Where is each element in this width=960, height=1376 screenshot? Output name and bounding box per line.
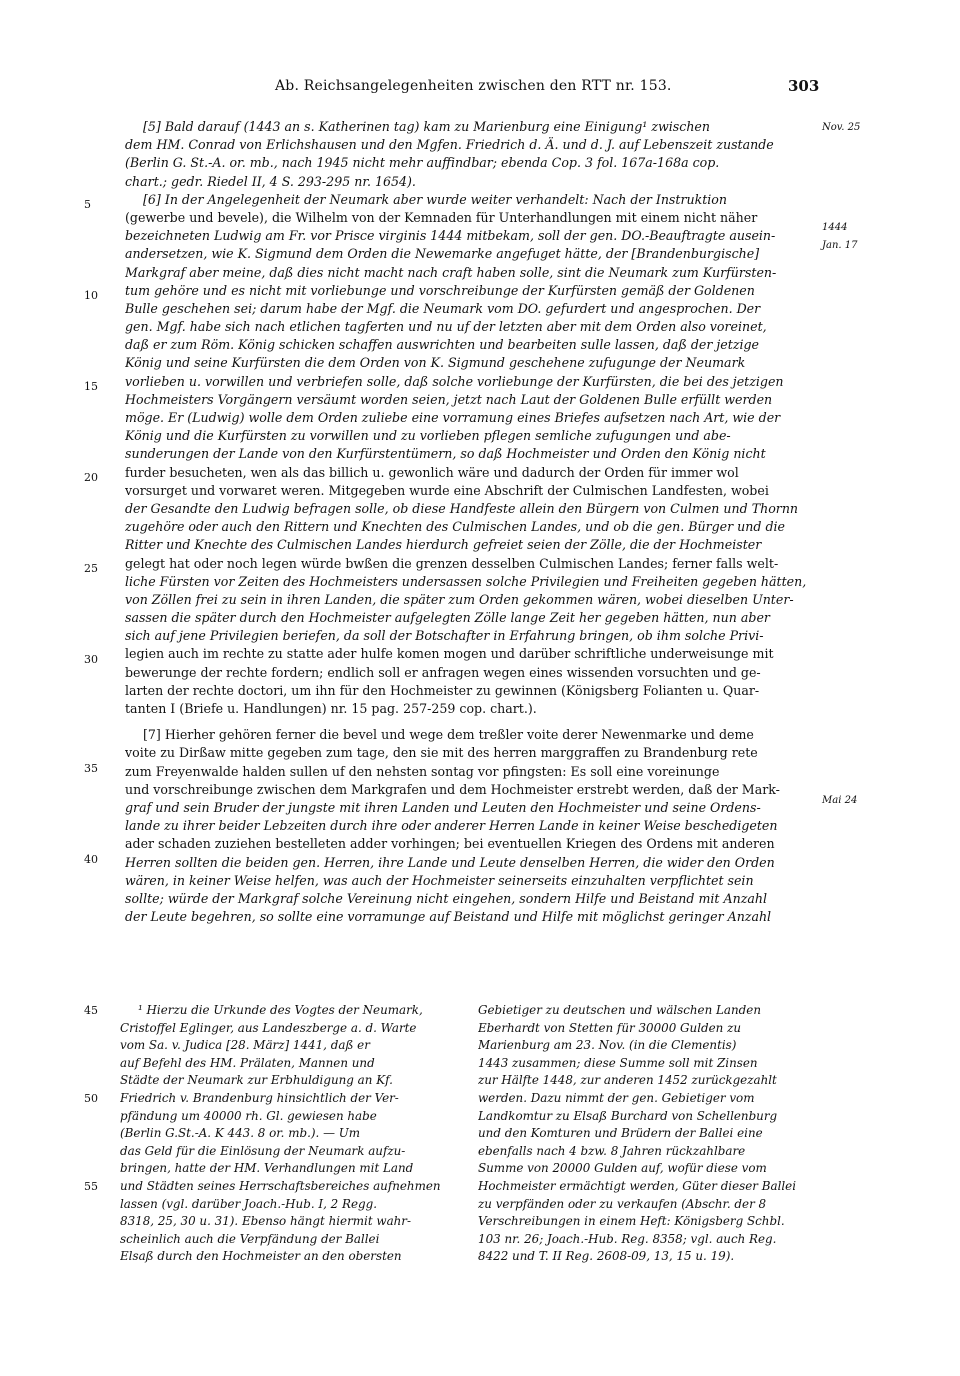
text-line: (gewerbe und bevele), die Wilhelm von der Kemnaden für Unterhandlungen mit einem nicht näher bbox=[125, 209, 758, 225]
footnote-line: ebenfalls nach 4 bzw. 8 Jahren rückzahlbare bbox=[478, 1143, 746, 1158]
text-line: Markgraf aber meine, daß dies nicht macht nach craft haben solle, sint die Neumark zum Kurfürsten- bbox=[125, 264, 777, 280]
line-number: 45 bbox=[84, 1004, 98, 1017]
text-line: sich auf jene Privilegien beriefen, da soll der Botschafter in Erfahrung bringen, ob ihm solche Privi- bbox=[125, 628, 764, 644]
footnote-column-right bbox=[478, 1002, 818, 1266]
text-line: von Zöllen frei zu sein in ihren Landen, die später zum Orden gekommen wären, wobei dieselben Unter- bbox=[125, 591, 794, 607]
footnote-line: Eberhardt von Stetten für 30000 Gulden zu bbox=[478, 1020, 742, 1035]
text-line: tum gehöre und es nicht mit vorliebunge und vorschreibunge der Kurfürsten gemäß der Goldenen bbox=[125, 282, 755, 298]
text-line: zugehöre oder auch den Rittern und Knechten des Culmischen Landes, und ob die gen. Bürger und die bbox=[125, 519, 785, 535]
text-line: liche Fürsten vor Zeiten des Hochmeisters undersassen solche Privilegien und Freiheiten gegeben hätten, bbox=[125, 573, 807, 589]
text-line: graf und sein Bruder der jungste mit ihren Landen und Leuten den Hochmeister und seine Ordens- bbox=[125, 799, 761, 815]
line-number: 55 bbox=[84, 1180, 98, 1193]
text-line: larten der rechte doctori, um ihn für den Hochmeister zu gewinnen (Königsberg Folianten u. Quar- bbox=[125, 682, 760, 698]
text-line: voite zu Dirßaw mitte gegeben zum tage, den sie mit des herren marggraffen zu Brandenburg rete bbox=[125, 745, 758, 761]
footnote-line: Friedrich v. Brandenburg hinsichtlich der Ver- bbox=[120, 1090, 399, 1105]
main-text bbox=[125, 118, 813, 926]
text-line: [7] Hierher gehören ferner die bevel und wege dem treßler voite derer Newenmarke und deme bbox=[143, 727, 754, 743]
footnote-line: pfändung um 40000 rh. Gl. gewiesen habe bbox=[120, 1108, 377, 1123]
footnote-line: Cristoffel Eglinger, aus Landeszberge a. d. Warte bbox=[120, 1020, 417, 1035]
footnote-line: und den Komturen und Brüdern der Ballei eine bbox=[478, 1126, 763, 1141]
line-number: 50 bbox=[84, 1092, 98, 1105]
footnote-line: bringen, hatte der HM. Verhandlungen mit Land bbox=[120, 1161, 414, 1176]
text-line: [5] Bald darauf (1443 an s. Katherinen tag) kam zu Marienburg eine Einigung¹ zwischen bbox=[143, 119, 710, 134]
text-line: und vorschreibunge zwischen dem Markgrafen und dem Hochmeister erstrebt werden, daß der Mark- bbox=[125, 781, 780, 797]
text-line: bezeichneten Ludwig am Fr. vor Prisce virginis 1444 mitbekam, soll der gen. DO.-Beauftragte ausein- bbox=[125, 228, 776, 244]
footnote-line: 8318, 25, 30 u. 31). Ebenso hängt hiermit wahr- bbox=[120, 1214, 412, 1229]
margin-note-date: Nov. 25 bbox=[822, 122, 861, 133]
footnote-line: Landkomtur zu Elsaß Burchard von Schellenburg bbox=[478, 1108, 778, 1123]
text-line: vorlieben u. vorwillen und verbriefen solle, daß solche vorliebunge der Kurfürsten, die bei des jetzigen bbox=[125, 373, 784, 389]
text-line: gelegt hat oder noch legen würde bwßen die grenzen desselben Culmischen Landes; ferner falls welt- bbox=[125, 555, 779, 571]
footnote-line: Städte der Neumark zur Erbhuldigung an Kf. bbox=[120, 1073, 393, 1088]
footnote-line: vom Sa. v. Judica [28. März] 1441, daß er bbox=[120, 1038, 370, 1053]
line-number: 20 bbox=[84, 471, 98, 484]
text-line: der Leute begehren, so sollte eine vorramunge auf Beistand und Hilfe mit möglichst geringer Anzahl bbox=[125, 909, 772, 925]
text-line: sollte; würde der Markgraf solche Vereinung nicht eingehen, sondern Hilfe und Beistand mit Anzahl bbox=[125, 890, 767, 906]
footnote-column-left bbox=[120, 1002, 460, 1266]
text-line: bewerunge der rechte fordern; endlich soll er anfragen wegen eines wissenden vorsuchten und ge- bbox=[125, 664, 761, 680]
text-line: [6] In der Angelegenheit der Neumark aber wurde weiter verhandelt: Nach der Instruktion bbox=[143, 191, 728, 207]
text-line: Bulle geschehen sei; darum habe der Mgf. die Neumark vom DO. gefurdert und angesprochen. Der bbox=[125, 300, 761, 316]
footnote-line: zur Hälfte 1448, zur anderen 1452 zurückgezahlt bbox=[478, 1073, 777, 1088]
footnote-line: Elsaß durch den Hochmeister an den obersten bbox=[120, 1249, 402, 1264]
footnote-line: 8422 und T. II Reg. 2608-09, 13, 15 u. 19). bbox=[478, 1249, 735, 1264]
line-number: 40 bbox=[84, 853, 98, 866]
line-number: 25 bbox=[84, 562, 98, 575]
footnote-line: 1443 zusammen; diese Summe soll mit Zinsen bbox=[478, 1055, 758, 1070]
footnote-line: scheinlich auch die Verpfändung der Ballei bbox=[120, 1231, 380, 1246]
line-number: 35 bbox=[84, 762, 98, 775]
margin-note-date: Mai 24 bbox=[822, 795, 858, 806]
text-line: andersetzen, wie K. Sigmund dem Orden die Newemarke angefuget hätte, der [Brandenburgische] bbox=[125, 246, 760, 262]
text-line: daß er zum Röm. König schicken schaffen auswrichten und bearbeiten sulle lassen, daß der jetzige bbox=[125, 337, 759, 353]
footnote-line: das Geld für die Einlösung der Neumark aufzu- bbox=[120, 1143, 406, 1158]
text-line: König und die Kurfürsten zu vorwillen und zu vorlieben pflegen semliche zufugungen und abe- bbox=[125, 428, 731, 444]
text-line: zum Freyenwalde halden sullen uf den nehsten sontag vor pfingsten: Es soll eine voreinunge bbox=[125, 763, 720, 779]
line-number: 30 bbox=[84, 653, 98, 666]
text-line: vorsurget und vorwaret weren. Mitgegeben wurde eine Abschrift der Culmischen Landfesten, wobei bbox=[125, 482, 769, 498]
text-line: König und seine Kurfürsten die dem Orden von K. Sigmund geschehene zufugunge der Neumark bbox=[125, 355, 746, 371]
footnote-line: Verschreibungen in einem Heft: Königsberg Schbl. bbox=[478, 1214, 785, 1229]
footnote-line: lassen (vgl. darüber Joach.-Hub. I, 2 Regg. bbox=[120, 1196, 377, 1211]
footnote-line: und Städten seines Herrschaftsbereiches aufnehmen bbox=[120, 1178, 441, 1193]
text-line: lande zu ihrer beider Lebzeiten durch ihre oder anderer Herren Lande in keiner Weise beschedigeten bbox=[125, 818, 778, 834]
text-line: Ritter und Knechte des Culmischen Landes hierdurch gefreiet seien der Zölle, die der Hochmeister bbox=[125, 537, 762, 553]
text-line: tanten I (Briefe u. Handlungen) nr. 15 pag. 257-259 cop. chart.). bbox=[125, 701, 537, 716]
text-line: furder besucheten, wen als das billich u. gewonlich wäre und dadurch der Orden für immer wol bbox=[125, 464, 739, 480]
footnote-line: werden. Dazu nimmt der gen. Gebietiger vom bbox=[478, 1090, 755, 1105]
text-line: dem HM. Conrad von Erlichshausen und den Mgfen. Friedrich d. Ä. und d. J. auf Lebenszeit zustande bbox=[125, 137, 774, 153]
text-line: ader schaden zuziehen bestelleten adder vorhingen; bei eventuellen Kriegen des Ordens mit anderen bbox=[125, 836, 775, 852]
line-number: 5 bbox=[84, 198, 91, 211]
footnote-line: Marienburg am 23. Nov. (in die Clementis) bbox=[478, 1038, 737, 1053]
footnote-line: ¹ Hierzu die Urkunde des Vogtes der Neumark, bbox=[138, 1003, 423, 1017]
text-line: Herren sollten die beiden gen. Herren, ihre Lande und Leute denselben Herren, die wider den Orden bbox=[125, 854, 775, 870]
footnote-line: zu verpfänden oder zu verkaufen (Abschr. der 8 bbox=[478, 1196, 767, 1211]
text-line: gen. Mgf. habe sich nach etlichen tagferten und nu uf der letzten aber mit dem Orden also voreinet, bbox=[125, 319, 767, 335]
page-number: 303 bbox=[788, 77, 820, 95]
footnote-line: auf Befehl des HM. Prälaten, Mannen und bbox=[120, 1055, 375, 1070]
footnote-line: Gebietiger zu deutschen und wälschen Landen bbox=[478, 1003, 761, 1017]
text-line: chart.; gedr. Riedel II, 4 S. 293-295 nr. 1654). bbox=[125, 173, 416, 189]
text-line: Hochmeisters Vorgängern versäumt worden seien, jetzt nach Laut der Goldenen Bulle erfüllt werden bbox=[125, 391, 773, 407]
text-line: sunderungen der Lande von den Kurfürstentümern, so daß Hochmeister und Orden den König nicht bbox=[125, 446, 766, 462]
text-line: der Gesandte den Ludwig befragen solle, ob diese Handfeste allein den Bürgern von Culmen und Thornn bbox=[125, 500, 799, 516]
text-line: möge. Er (Ludwig) wolle dem Orden zuliebe eine vorramung eines Briefes aufsetzen nach Art, wie der bbox=[125, 410, 781, 425]
running-title: Ab. Reichsangelegenheiten zwischen den RTT nr. 153. bbox=[275, 78, 672, 94]
footnote-line: (Berlin G.St.-A. K 443. 8 or. mb.). — Um bbox=[120, 1126, 361, 1141]
margin-note-year: 1444 bbox=[822, 222, 848, 233]
margin-note-date: Jan. 17 bbox=[822, 240, 858, 251]
footnote-line: Summe von 20000 Gulden auf, wofür diese vom bbox=[478, 1161, 767, 1176]
footnote-line: 103 nr. 26; Joach.-Hub. Reg. 8358; vgl. auch Reg. bbox=[478, 1231, 777, 1246]
running-header bbox=[0, 78, 960, 102]
text-line: legien auch im rechte zu statte ader hulfe komen mogen und darüber schriftliche underweisunge mit bbox=[125, 646, 774, 662]
text-line: sassen die später durch den Hochmeister aufgelegten Zölle lange Zeit her gegeben hätten, nun aber bbox=[125, 610, 770, 626]
text-line: wären, in keiner Weise helfen, was auch der Hochmeister seinerseits einzuhalten verpflichtet sein bbox=[125, 872, 754, 888]
line-number: 15 bbox=[84, 380, 98, 393]
text-line: (Berlin G. St.-A. or. mb., nach 1945 nicht mehr auffindbar; ebenda Cop. 3 fol. 167a-168a cop. bbox=[125, 155, 720, 171]
line-number: 10 bbox=[84, 289, 98, 302]
footnote-line: Hochmeister ermächtigt werden, Güter dieser Ballei bbox=[478, 1178, 797, 1193]
